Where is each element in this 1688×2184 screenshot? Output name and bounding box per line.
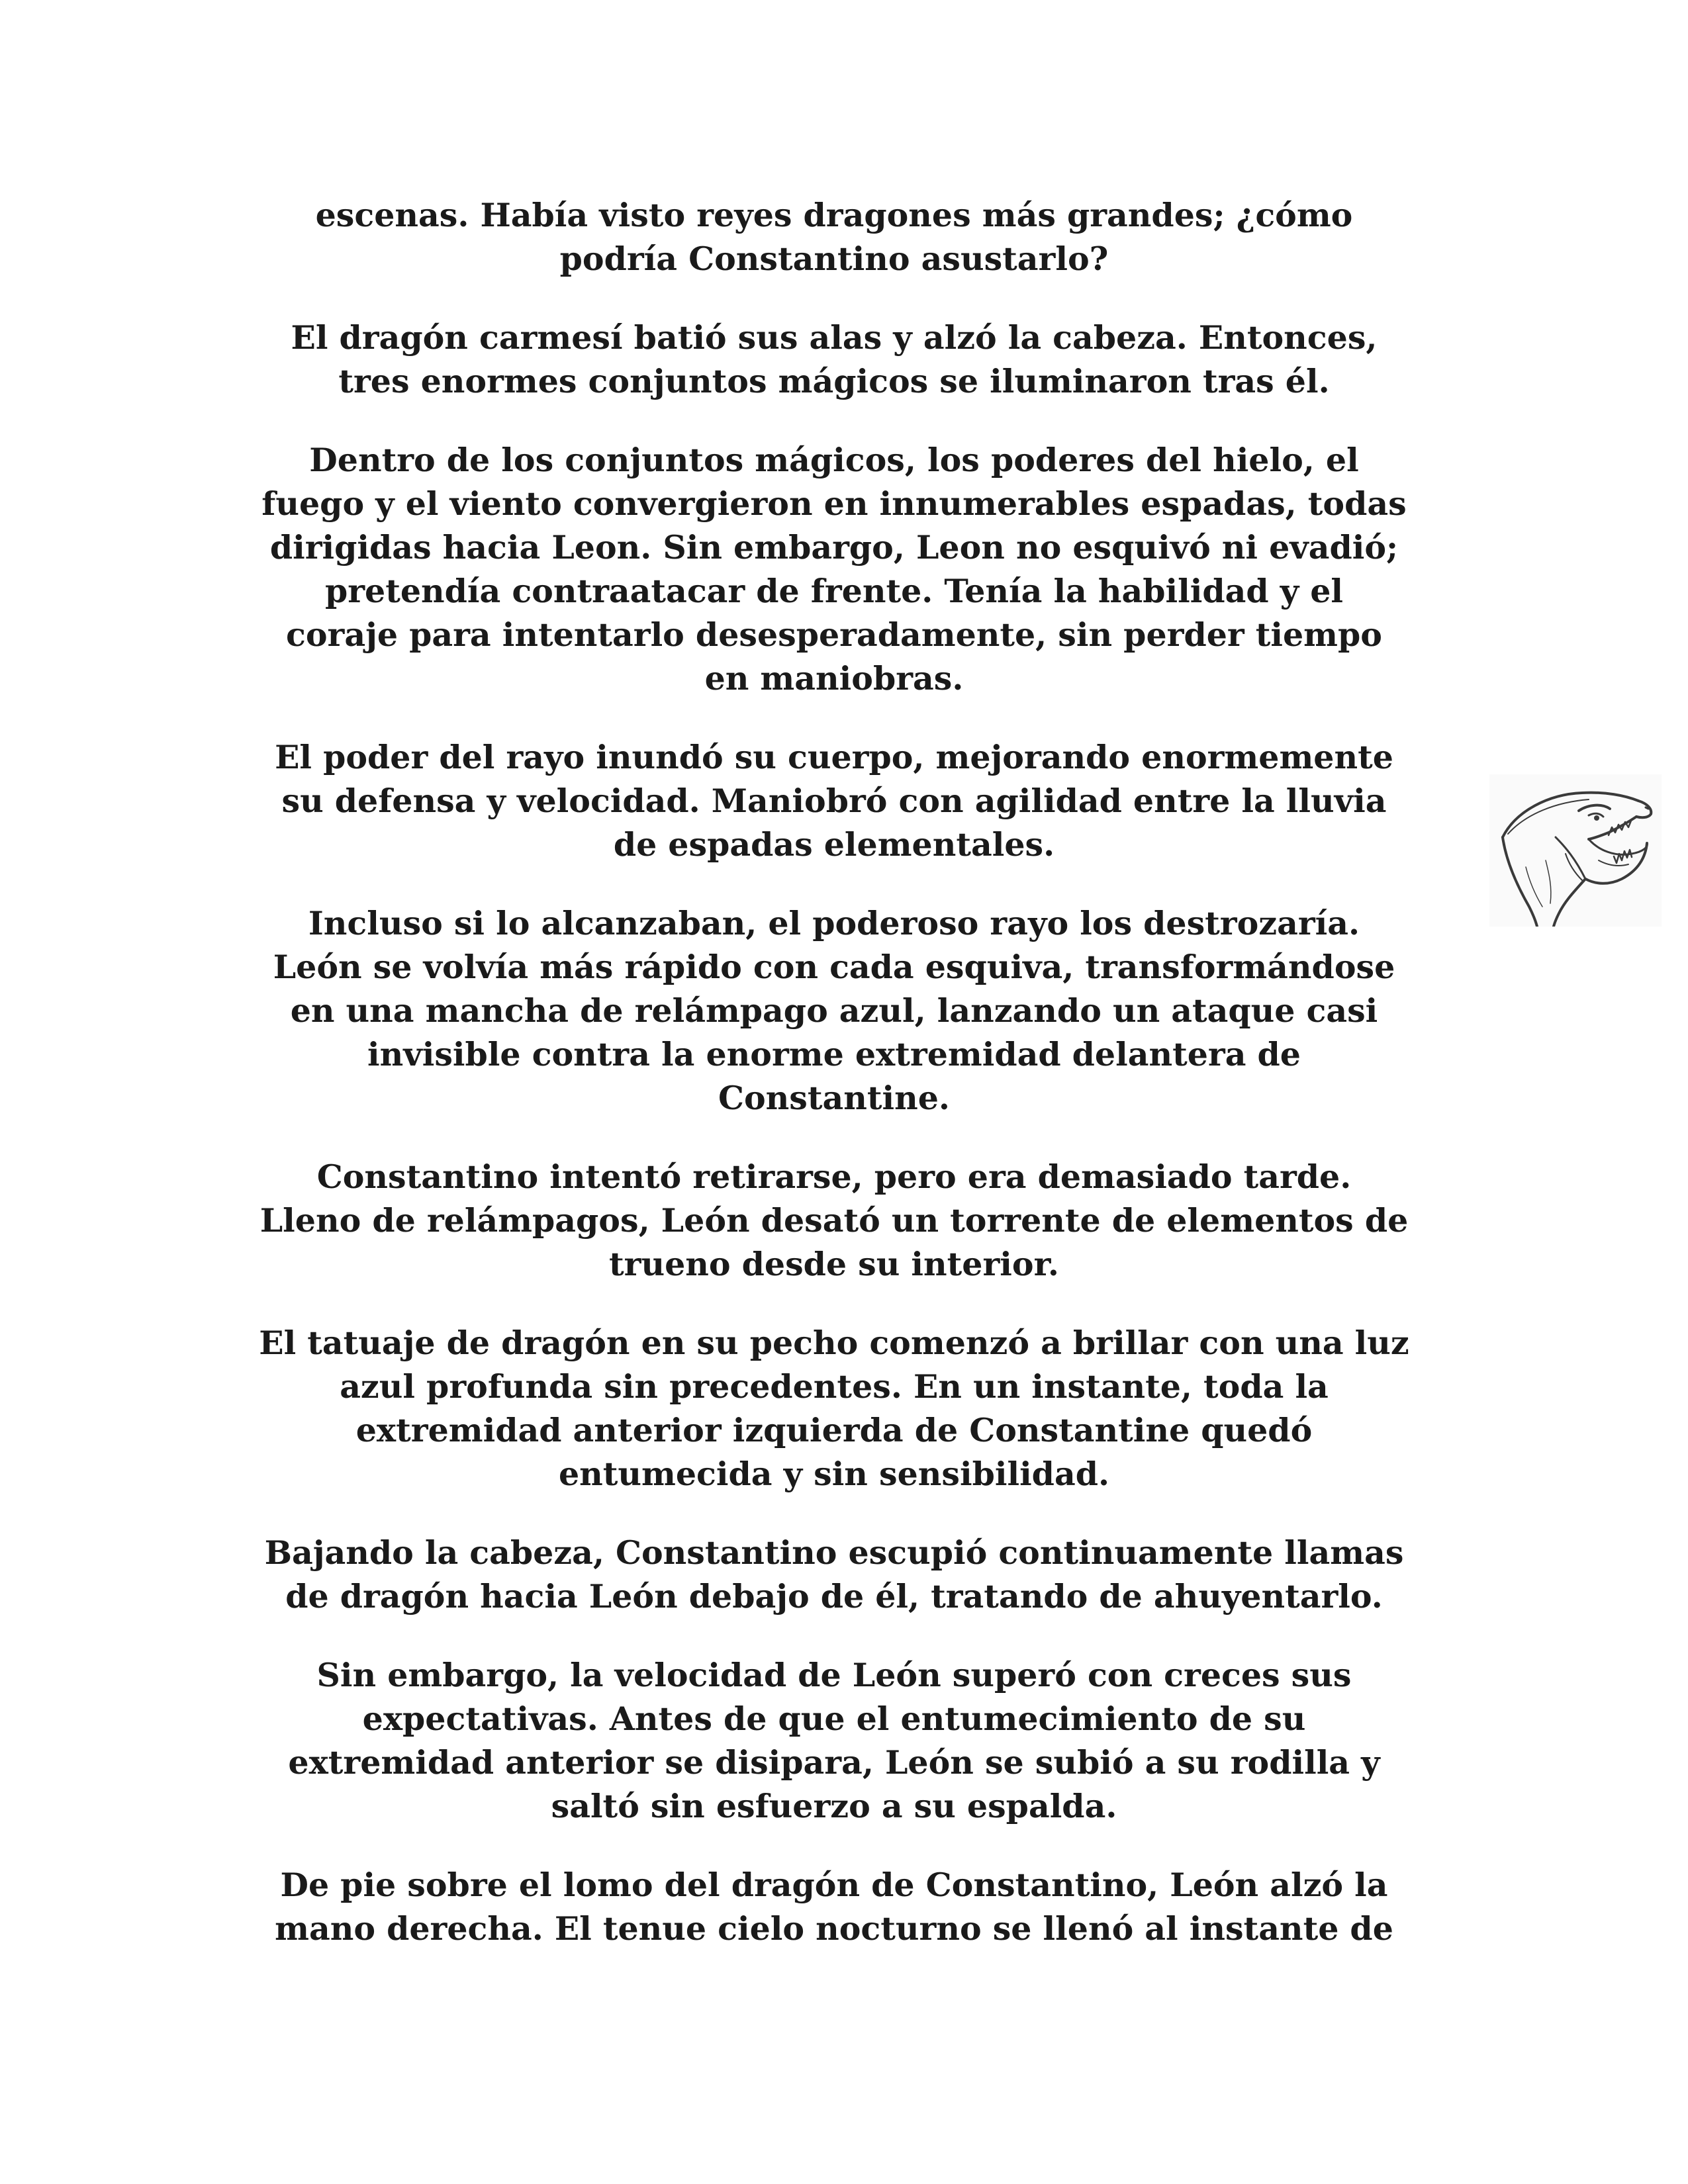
text-line: Bajando la cabeza, Constantino escupió continuamente llamas bbox=[264, 1533, 1404, 1572]
paragraph bbox=[212, 1863, 1456, 1950]
text-line: Constantino intentó retirarse, pero era demasiado tarde. bbox=[316, 1158, 1352, 1196]
text-line: Sin embargo, la velocidad de León superó con creces sus bbox=[316, 1656, 1352, 1694]
text-line: de espadas elementales. bbox=[613, 825, 1055, 864]
paragraph bbox=[212, 316, 1456, 403]
paragraph bbox=[212, 438, 1456, 700]
text-line: extremidad anterior se disipara, León se subió a su rodilla y bbox=[288, 1743, 1380, 1782]
body-text bbox=[212, 193, 1456, 1985]
paragraph bbox=[212, 1653, 1456, 1828]
text-line: entumecida y sin sensibilidad. bbox=[558, 1455, 1110, 1493]
text-line: Constantine. bbox=[718, 1079, 950, 1117]
text-line: trueno desde su interior. bbox=[609, 1245, 1059, 1283]
text-line: El tatuaje de dragón en su pecho comenzó a brillar con una luz bbox=[259, 1324, 1409, 1362]
text-line: fuego y el viento convergieron en innumerables espadas, todas bbox=[261, 484, 1407, 523]
text-line: de dragón hacia León debajo de él, tratando de ahuyentarlo. bbox=[285, 1577, 1383, 1615]
paragraph bbox=[212, 901, 1456, 1120]
text-line: en una mancha de relámpago azul, lanzando un ataque casi bbox=[290, 991, 1378, 1030]
dinosaur-sketch-svg bbox=[1489, 774, 1662, 927]
text-line: podría Constantino asustarlo? bbox=[559, 240, 1109, 278]
text-line: Lleno de relámpagos, León desató un torrente de elementos de bbox=[259, 1201, 1409, 1240]
text-line: tres enormes conjuntos mágicos se iluminaron tras él. bbox=[338, 362, 1330, 400]
text-line: Incluso si lo alcanzaban, el poderoso rayo los destrozaría. bbox=[308, 904, 1360, 942]
text-line: escenas. Había visto reyes dragones más grandes; ¿cómo bbox=[315, 196, 1353, 234]
paragraph bbox=[212, 193, 1456, 281]
text-line: mano derecha. El tenue cielo nocturno se llenó al instante de bbox=[275, 1909, 1393, 1948]
text-line: coraje para intentarlo desesperadamente, sin perder tiempo bbox=[286, 615, 1382, 654]
text-line: en maniobras. bbox=[704, 659, 964, 698]
paragraph bbox=[212, 1531, 1456, 1618]
text-line: Dentro de los conjuntos mágicos, los poderes del hielo, el bbox=[309, 441, 1359, 479]
text-line: De pie sobre el lomo del dragón de Constantino, León alzó la bbox=[280, 1866, 1388, 1904]
text-line: saltó sin esfuerzo a su espalda. bbox=[551, 1787, 1117, 1825]
dinosaur-head-sketch-icon bbox=[1489, 774, 1662, 927]
text-line: El poder del rayo inundó su cuerpo, mejorando enormemente bbox=[275, 738, 1393, 776]
text-line: dirigidas hacia Leon. Sin embargo, Leon no esquivó ni evadió; bbox=[269, 528, 1399, 567]
text-line: azul profunda sin precedentes. En un instante, toda la bbox=[340, 1367, 1329, 1406]
paragraph bbox=[212, 1321, 1456, 1496]
text-line: expectativas. Antes de que el entumecimiento de su bbox=[362, 1700, 1306, 1738]
paragraph bbox=[212, 735, 1456, 866]
text-line: El dragón carmesí batió sus alas y alzó la cabeza. Entonces, bbox=[291, 318, 1378, 357]
paragraph bbox=[212, 1155, 1456, 1286]
text-line: León se volvía más rápido con cada esquiva, transformándose bbox=[273, 948, 1395, 986]
text-line: extremidad anterior izquierda de Constantine quedó bbox=[355, 1411, 1313, 1449]
text-line: pretendía contraatacar de frente. Tenía la habilidad y el bbox=[324, 572, 1344, 610]
text-line: su defensa y velocidad. Maniobró con agilidad entre la lluvia bbox=[281, 782, 1387, 820]
text-line: invisible contra la enorme extremidad delantera de bbox=[367, 1035, 1301, 1073]
